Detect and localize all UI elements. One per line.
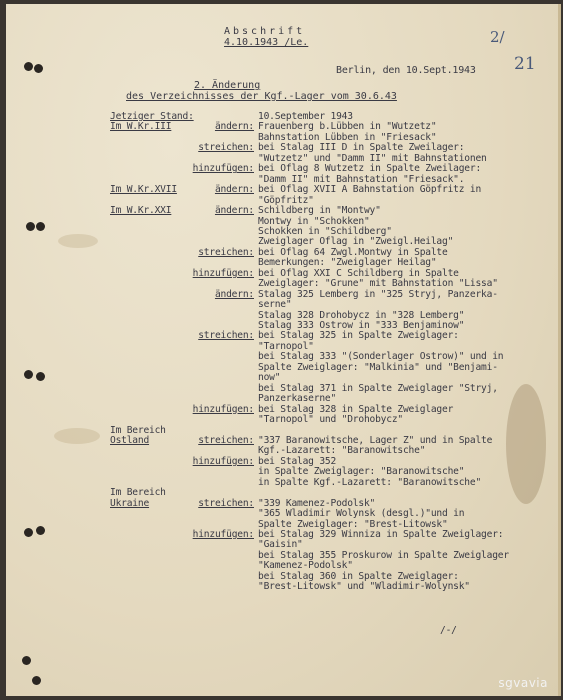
entry-text: "Damm II" mit Bahnstation "Friesack".: [258, 173, 465, 185]
section-label: Ukraine: [110, 497, 150, 509]
section-label: Jetziger Stand:: [110, 111, 194, 122]
entry-text: Stalag 328 Drohobycz in "328 Lemberg": [258, 309, 465, 321]
entry-text: 10.September 1943: [258, 111, 353, 122]
action-label: ändern:: [214, 288, 254, 300]
entry-text: "337 Baranowitsche, Lager Z" und in Spalte: [258, 434, 493, 446]
punch-hole: [36, 222, 45, 231]
watermark: sgvavia: [498, 676, 548, 690]
entry-text: Zweiglager Oflag in "Zweigl.Heilag": [258, 236, 454, 248]
punch-hole: [34, 64, 43, 73]
section-label: Im Bereich: [110, 424, 166, 436]
section-label: Ostland: [110, 434, 150, 446]
document-page: [6, 4, 561, 696]
entry-text: bei Stalag III D in Spalte Zweilager:: [258, 142, 465, 154]
punch-hole: [36, 372, 45, 381]
entry-text: bei Stalag 325 in Spalte Zweiglager:: [258, 330, 459, 342]
section-label: Im W.Kr.XVII: [110, 184, 177, 196]
section-label: Im Bereich: [110, 487, 166, 499]
entry-text: "Wutzetz" und "Damm II" mit Bahnstationen: [258, 152, 487, 164]
entry-text: Spalte Zweiglager: "Brest-Litowsk": [258, 518, 448, 530]
action-label: ändern:: [214, 184, 254, 196]
action-label: streichen:: [198, 142, 254, 154]
entry-text: "Gaisin": [258, 539, 303, 551]
punch-hole: [26, 222, 35, 231]
entry-text: bei Stalag 352: [258, 455, 337, 467]
section-label: Im W.Kr.XXI: [110, 205, 172, 217]
action-label: hinzufügen:: [192, 267, 254, 279]
entry-text: bei Oflag XVII A Bahnstation Göpfritz in: [258, 184, 482, 196]
entry-text: "Brest-Litowsk" und "Wladimir-Wolynsk": [258, 581, 470, 593]
punch-hole: [24, 62, 33, 71]
entry-text: Schokken in "Schildberg": [258, 225, 392, 237]
action-label: hinzufügen:: [192, 403, 254, 415]
entry-text: Montwy in "Schokken": [258, 215, 370, 227]
entry-text: Zweiglager: "Grune" mit Bahnstation "Lissa": [258, 278, 498, 290]
paper-stain: [58, 234, 98, 248]
entry-text: Frauenberg b.Lübben in "Wutzetz": [258, 121, 437, 133]
entry-text: "Tarnopol": [258, 340, 314, 352]
entry-text: in Spalte Kgf.-Lazarett: "Baranowitsche": [258, 476, 482, 488]
action-label: hinzufügen:: [192, 163, 254, 175]
paper-stain: [506, 384, 546, 504]
entry-text: "Kamenez-Podolsk": [258, 560, 353, 572]
action-label: streichen:: [198, 434, 254, 446]
entry-text: now": [258, 372, 281, 384]
entry-text: "365 Wladimir Wolynsk (desgl.)"und in: [258, 508, 465, 520]
action-label: streichen:: [198, 246, 254, 258]
entry-text: Bemerkungen: "Zweiglager Heilag": [258, 257, 437, 269]
section-label: Im W.Kr.III: [110, 121, 172, 133]
action-label: ändern:: [214, 205, 254, 217]
action-label: ändern:: [214, 121, 254, 133]
document-title: 2. Änderung: [194, 80, 261, 91]
copy-label: Abschrift: [224, 26, 306, 37]
entry-text: bei Oflag XXI C Schildberg in Spalte: [258, 267, 459, 279]
punch-hole: [32, 676, 41, 685]
entry-text: in Spalte Zweiglager: "Baranowitsche": [258, 466, 465, 478]
handwritten-mark: 2/: [490, 28, 505, 46]
action-label: hinzufügen:: [192, 455, 254, 467]
punch-hole: [22, 656, 31, 665]
punch-hole: [24, 528, 33, 537]
handwritten-page-number: 21: [514, 54, 536, 74]
entry-text: bei Stalag 371 in Spalte Zweiglager "Stryj,: [258, 382, 498, 394]
entry-text: Schildberg in "Montwy": [258, 205, 381, 217]
entry-text: bei Oflag 8 Wutzetz in Spalte Zweilager:: [258, 163, 482, 175]
entry-text: bei Stalag 360 in Spalte Zweiglager:: [258, 570, 459, 582]
entry-text: Spalte Zweiglager: "Malkinia" und "Benjami-: [258, 361, 498, 373]
entry-text: bei Stalag 328 in Spalte Zweiglager: [258, 403, 454, 415]
document-subtitle: des Verzeichnisses der Kgf.-Lager vom 30.6.43: [126, 91, 397, 102]
entry-text: "Göpfritz": [258, 194, 314, 206]
entry-text: bei Stalag 333 "(Sonderlager Ostrow)" und in: [258, 351, 504, 363]
entry-text: "Tarnopol" und "Drohobycz": [258, 414, 403, 426]
entry-text: bei Stalag 355 Proskurow in Spalte Zweiglager: [258, 549, 509, 561]
entry-text: Bahnstation Lübben in "Friesack": [258, 131, 437, 143]
entry-text: Kgf.-Lazarett: "Baranowitsche": [258, 445, 426, 457]
entry-text: bei Oflag 64 Zwgl.Montwy in Spalte: [258, 246, 448, 258]
place-date: Berlin, den 10.Sept.1943: [336, 65, 476, 76]
entry-text: Panzerkaserne": [258, 393, 337, 405]
action-label: streichen:: [198, 330, 254, 342]
entry-text: Stalag 333 Ostrow in "333 Benjaminow": [258, 320, 465, 331]
paper-stain: [54, 428, 100, 444]
entry-text: serne": [258, 299, 292, 311]
action-label: streichen:: [198, 497, 254, 509]
action-label: hinzufügen:: [192, 529, 254, 540]
reference-line: 4.10.1943 /Le.: [224, 37, 309, 48]
entry-text: Stalag 325 Lemberg in "325 Stryj, Panzerka-: [258, 288, 498, 300]
punch-hole: [24, 370, 33, 379]
entry-text: "339 Kamenez-Podolsk": [258, 497, 376, 509]
entry-text: bei Stalag 329 Winniza in Spalte Zweiglager:: [258, 529, 504, 540]
punch-hole: [36, 526, 45, 535]
continuation-mark: /-/: [440, 625, 457, 636]
